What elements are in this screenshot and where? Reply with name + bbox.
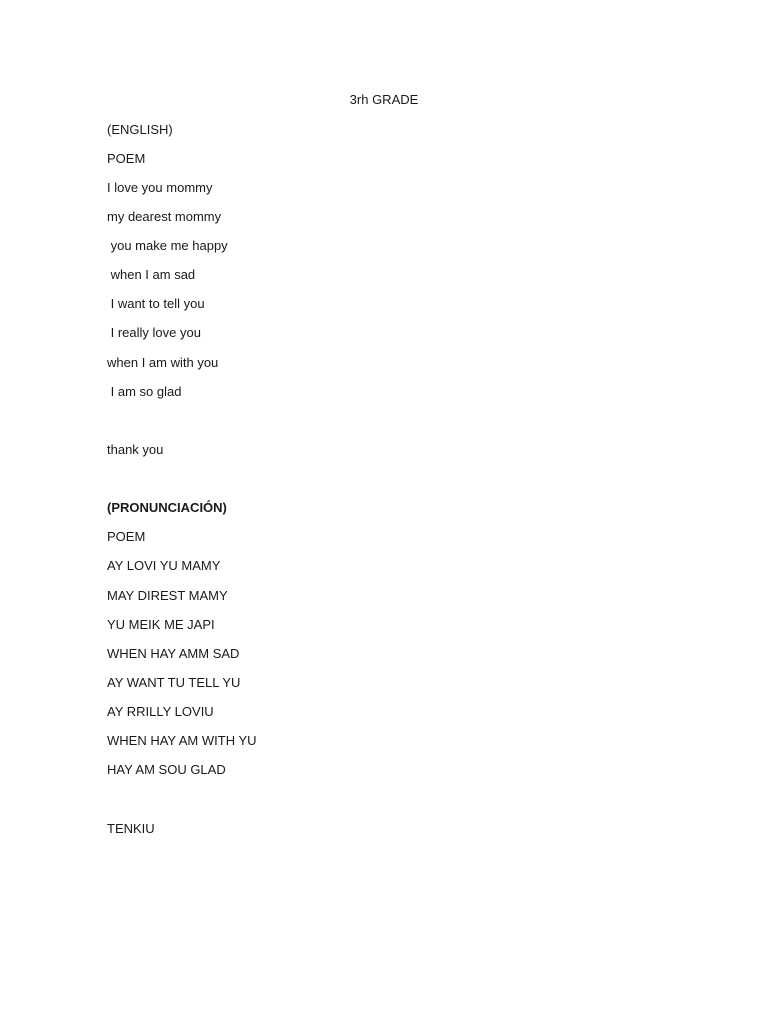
pronunciation-poem-line: WHEN HAY AMM SAD (107, 646, 240, 661)
english-poem-line: I am so glad (107, 384, 182, 399)
english-closing: thank you (107, 442, 164, 457)
english-poem-line: I love you mommy (107, 180, 213, 195)
pronunciation-poem-line: AY WANT TU TELL YU (107, 675, 241, 690)
english-poem-line: when I am sad (107, 267, 196, 282)
pronunciation-poem-label: POEM (107, 529, 146, 544)
document-title: 3rh GRADE (349, 92, 419, 107)
english-poem-line: I really love you (107, 325, 201, 340)
pronunciation-poem-line: YU MEIK ME JAPI (107, 617, 215, 632)
pronunciation-poem-line: MAY DIREST MAMY (107, 588, 228, 603)
pronunciation-closing: TENKIU (107, 821, 155, 836)
pronunciation-poem-line: WHEN HAY AM WITH YU (107, 733, 257, 748)
english-poem-line: I want to tell you (107, 296, 205, 311)
english-poem-label: POEM (107, 151, 146, 166)
pronunciation-poem-line: AY LOVI YU MAMY (107, 558, 221, 573)
english-poem-line: my dearest mommy (107, 209, 222, 224)
pronunciation-heading: (PRONUNCIACIÓN) (107, 500, 227, 515)
pronunciation-poem-line: AY RRILLY LOVIU (107, 704, 214, 719)
english-heading: (ENGLISH) (107, 122, 173, 137)
pronunciation-poem-line: HAY AM SOU GLAD (107, 762, 226, 777)
english-poem-line: you make me happy (107, 238, 228, 253)
english-poem-line: when I am with you (107, 355, 219, 370)
